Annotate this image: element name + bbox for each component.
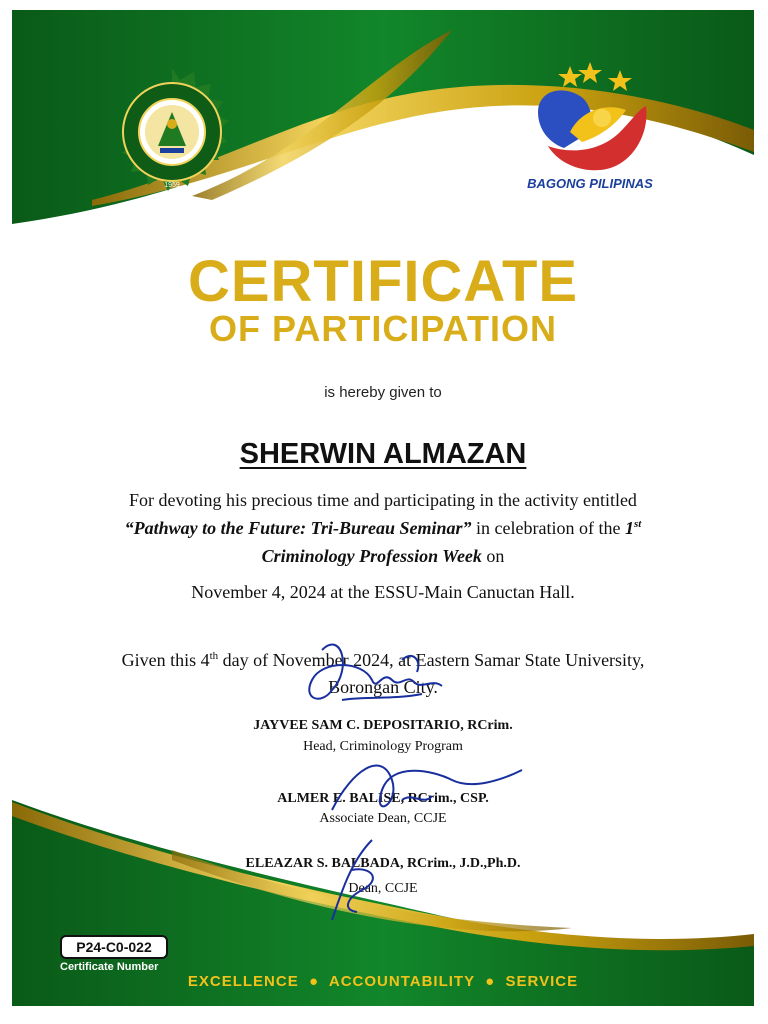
certificate-title: CERTIFICATE [187, 249, 579, 314]
seal-year: 1959 [164, 182, 180, 189]
signatory-3-name: ELEAZAR S. BALBADA, RCrim., J.D.,Ph.D. [245, 856, 521, 871]
university-seal-logo [106, 66, 238, 198]
certificate-number: P24-C0-022 [60, 935, 168, 959]
signatory-1-name: JAYVEE SAM C. DEPOSITARIO, RCrim. [253, 718, 513, 733]
body-line-3 [12, 546, 754, 567]
recipient-name: SHERWIN ALMAZAN [239, 438, 527, 470]
signature-3 [312, 830, 412, 930]
signatory-1-position: Head, Criminology Program [303, 739, 463, 754]
body-line-1: For devoting his precious time and participating in the activity entitled [129, 490, 637, 510]
ordinal-number: 1 [625, 518, 634, 538]
ordinal-suffix: st [634, 518, 642, 530]
signature-1 [282, 630, 462, 750]
signature-2 [312, 740, 532, 830]
bagong-pilipinas-label: BAGONG PILIPINAS [527, 176, 653, 191]
date-venue: November 4, 2024 at the ESSU-Main Canuctan Hall. [191, 582, 575, 602]
certificate-subtitle: OF PARTICIPATION [209, 308, 557, 349]
given-rest: day of November 2024, at Eastern Samar State University, [218, 650, 645, 670]
activity-title: “Pathway to the Future: Tri-Bureau Seminar” [124, 518, 472, 538]
given-suffix: th [209, 650, 219, 662]
given-city: Borongan City. [328, 677, 438, 697]
certificate [12, 10, 754, 1006]
signatory-2-name: ALMER E. BALISE, RCrim., CSP. [277, 791, 489, 806]
on-text: on [481, 546, 505, 566]
bagong-pilipinas-logo [530, 62, 654, 176]
signatory-3-position: Dean, CCJE [348, 881, 418, 896]
event-name: Criminology Profession Week [261, 546, 482, 566]
signatory-2-position: Associate Dean, CCJE [319, 811, 447, 826]
celebration-text: in celebration of the [471, 518, 625, 538]
given-to-text: is hereby given to [324, 384, 442, 401]
given-prefix: Given this 4 [121, 650, 210, 670]
certificate-number-label: Certificate Number [60, 961, 159, 973]
body-line-2 [12, 518, 754, 539]
footer-motto: EXCELLENCE ● ACCOUNTABILITY ● SERVICE [187, 973, 579, 990]
